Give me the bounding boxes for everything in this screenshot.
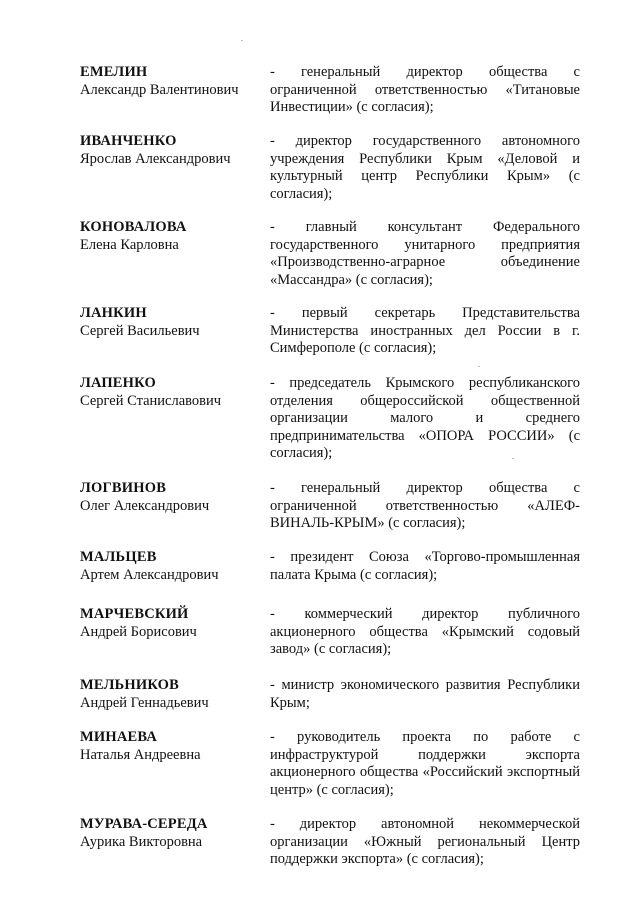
member-surname: КОНОВАЛОВА	[80, 219, 187, 235]
scan-speck	[241, 40, 243, 41]
member-given-names: Ярослав Александрович	[80, 150, 231, 167]
member-name-block	[80, 305, 265, 340]
member-given-names: Сергей Станиславович	[80, 392, 222, 409]
member-given-names: Олег Александрович	[80, 497, 210, 514]
member-given-names: Елена Карловна	[80, 236, 179, 253]
member-position: - первый секретарь Представительства Министерства иностранных дел России в г. Симферополе (с согласия);	[270, 305, 580, 356]
member-name-block	[80, 816, 265, 851]
member-position: - коммерческий директор публичного акционерного общества «Крымский содовый завод» (с согласия);	[270, 606, 580, 657]
member-given-names: Андрей Геннадьевич	[80, 694, 209, 711]
member-name-block	[80, 133, 265, 168]
member-surname: МИНАЕВА	[80, 729, 158, 745]
member-given-names: Сергей Васильевич	[80, 322, 200, 339]
member-surname: МЕЛЬНИКОВ	[80, 677, 180, 693]
member-given-names: Аурика Викторовна	[80, 833, 203, 850]
member-position: - генеральный директор общества с ограниченной ответственностью «Титановые Инвестиции» (с согласия);	[270, 64, 580, 115]
member-surname: ИВАНЧЕНКО	[80, 133, 177, 149]
member-position: - министр экономического развития Республики Крым;	[270, 677, 580, 711]
member-position: - директор государственного автономного учреждения Республики Крым «Деловой и культурный центр Республики Крым» (с согласия);	[270, 133, 580, 202]
member-position: - председатель Крымского республиканского отделения общероссийской общественной организации малого и среднего предпринимательства «ОПОРА РОССИИ» (с согласия);	[270, 375, 580, 461]
member-surname: ЛАПЕНКО	[80, 375, 156, 391]
member-surname: МАРЧЕВСКИЙ	[80, 606, 189, 622]
member-name-block	[80, 480, 265, 515]
member-given-names: Артем Александрович	[80, 566, 219, 583]
member-name-block	[80, 729, 265, 764]
member-name-block	[80, 375, 265, 410]
member-name-block	[80, 64, 265, 99]
member-name-block	[80, 606, 265, 641]
member-given-names: Андрей Борисович	[80, 623, 197, 640]
member-position: - директор автономной некоммерческой организации «Южный региональный Центр поддержки экспорта» (с согласия);	[270, 816, 580, 867]
member-position: - президент Союза «Торгово-промышленная палата Крыма (с согласия);	[270, 549, 580, 583]
scan-speck	[478, 366, 480, 367]
member-surname: МУРАВА-СЕРЕДА	[80, 816, 208, 832]
member-surname: ЛАНКИН	[80, 305, 147, 321]
member-surname: МАЛЬЦЕВ	[80, 549, 157, 565]
member-given-names: Александр Валентинович	[80, 81, 239, 98]
member-surname: ЕМЕЛИН	[80, 64, 148, 80]
member-surname: ЛОГВИНОВ	[80, 480, 167, 496]
member-name-block	[80, 219, 265, 254]
member-name-block	[80, 549, 265, 584]
member-given-names: Наталья Андреевна	[80, 746, 201, 763]
member-name-block	[80, 677, 265, 712]
member-position: - руководитель проекта по работе с инфраструктурой поддержки экспорта акционерного общества «Российский экспортный центр» (с согласия);	[270, 729, 580, 798]
member-position: - главный консультант Федерального государственного унитарного предприятия «Производственно-аграрное объединение «Массандра» (с согласия);	[270, 219, 580, 288]
member-position: - генеральный директор общества с ограниченной ответственностью «АЛЕФ-ВИНАЛЬ-КРЫМ» (с согласия);	[270, 480, 580, 531]
